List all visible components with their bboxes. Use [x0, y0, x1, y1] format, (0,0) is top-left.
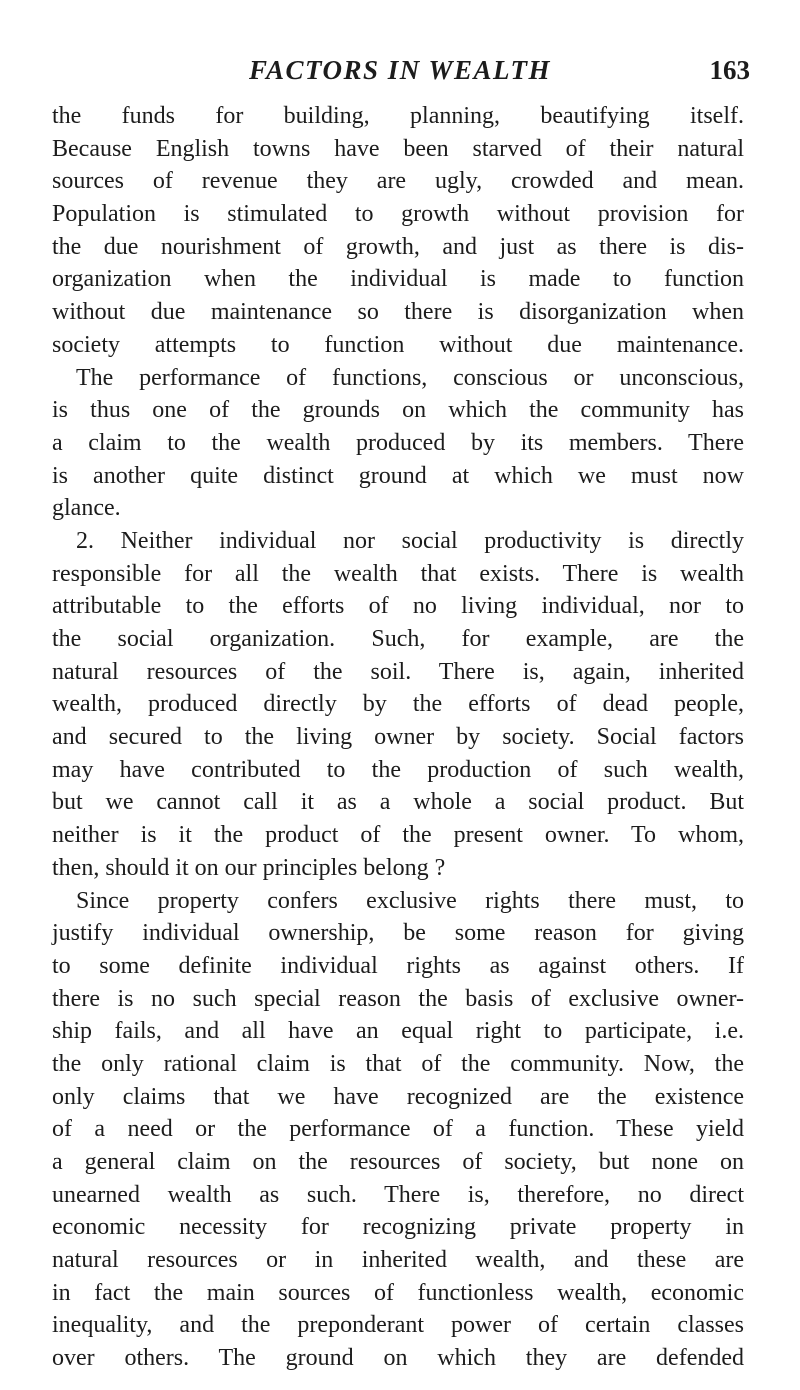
running-head [0, 50, 800, 90]
text-line: only claims that we have recognized are the existence [52, 1083, 744, 1110]
text-line: in fact the main sources of functionless wealth, economic [52, 1279, 744, 1306]
text-line: over others. The ground on which they are defended [52, 1345, 744, 1372]
text-line: there is no such special reason the basis of exclusive owner- [52, 985, 744, 1012]
running-title: FACTORS IN WEALTH [248, 55, 552, 85]
text-line: unearned wealth as such. There is, therefore, no direct [52, 1181, 744, 1208]
text-line: and secured to the living owner by society. Social factors [52, 724, 744, 751]
text-line: wealth, produced directly by the efforts of dead people, [52, 691, 744, 718]
text-line: without due maintenance so there is disorganization when [52, 299, 744, 326]
text-line: 2. Neither individual nor social productivity is directly [76, 527, 744, 554]
text-line: ship fails, and all have an equal right to participate, i.e. [52, 1018, 744, 1045]
text-line: sources of revenue they are ugly, crowded and mean. [52, 168, 744, 195]
text-line: the funds for building, planning, beautifying itself. [52, 103, 744, 129]
text-line: Population is stimulated to growth without provision for [52, 201, 744, 228]
text-line: is thus one of the grounds on which the community has [52, 397, 744, 424]
text-line: may have contributed to the production of such wealth, [52, 756, 744, 783]
text-line: economic necessity for recognizing private property in [52, 1214, 744, 1241]
text-line: justify individual ownership, be some reason for giving [52, 920, 744, 947]
text-line: organization when the individual is made to function [52, 266, 744, 293]
text-line: responsible for all the wealth that exists. There is wealth [52, 560, 744, 587]
page-number: 163 [709, 55, 750, 85]
text-line: the only rational claim is that of the community. Now, the [52, 1050, 744, 1077]
text-line: society attempts to function without due maintenance. [52, 331, 744, 358]
text-line: to some definite individual rights as against others. If [52, 952, 744, 979]
text-line: the due nourishment of growth, and just as there is dis- [52, 233, 744, 260]
text-line: of a need or the performance of a function. These yield [52, 1116, 744, 1143]
text-line: a claim to the wealth produced by its members. There [52, 429, 744, 456]
text-line: is another quite distinct ground at which we must now [52, 462, 744, 489]
text-line: natural resources or in inherited wealth, and these are [52, 1247, 744, 1274]
text-line: then, should it on our principles belong ? [52, 854, 446, 881]
text-line: Because English towns have been starved of their natural [52, 135, 744, 162]
text-line: the social organization. Such, for example, are the [52, 626, 744, 652]
text-line: Since property confers exclusive rights there must, to [76, 887, 744, 914]
text-line: The performance of functions, conscious or unconscious, [76, 364, 744, 391]
text-line: attributable to the efforts of no living individual, nor to [52, 593, 744, 620]
text-line: glance. [52, 495, 121, 522]
text-line: a general claim on the resources of society, but none on [52, 1149, 744, 1175]
text-line: but we cannot call it as a whole a social product. But [52, 789, 744, 816]
text-line: neither is it the product of the present owner. To whom, [52, 822, 744, 849]
body-text [52, 100, 744, 1375]
text-line: inequality, and the preponderant power of certain classes [52, 1312, 744, 1339]
text-line: natural resources of the soil. There is, again, inherited [52, 658, 744, 685]
